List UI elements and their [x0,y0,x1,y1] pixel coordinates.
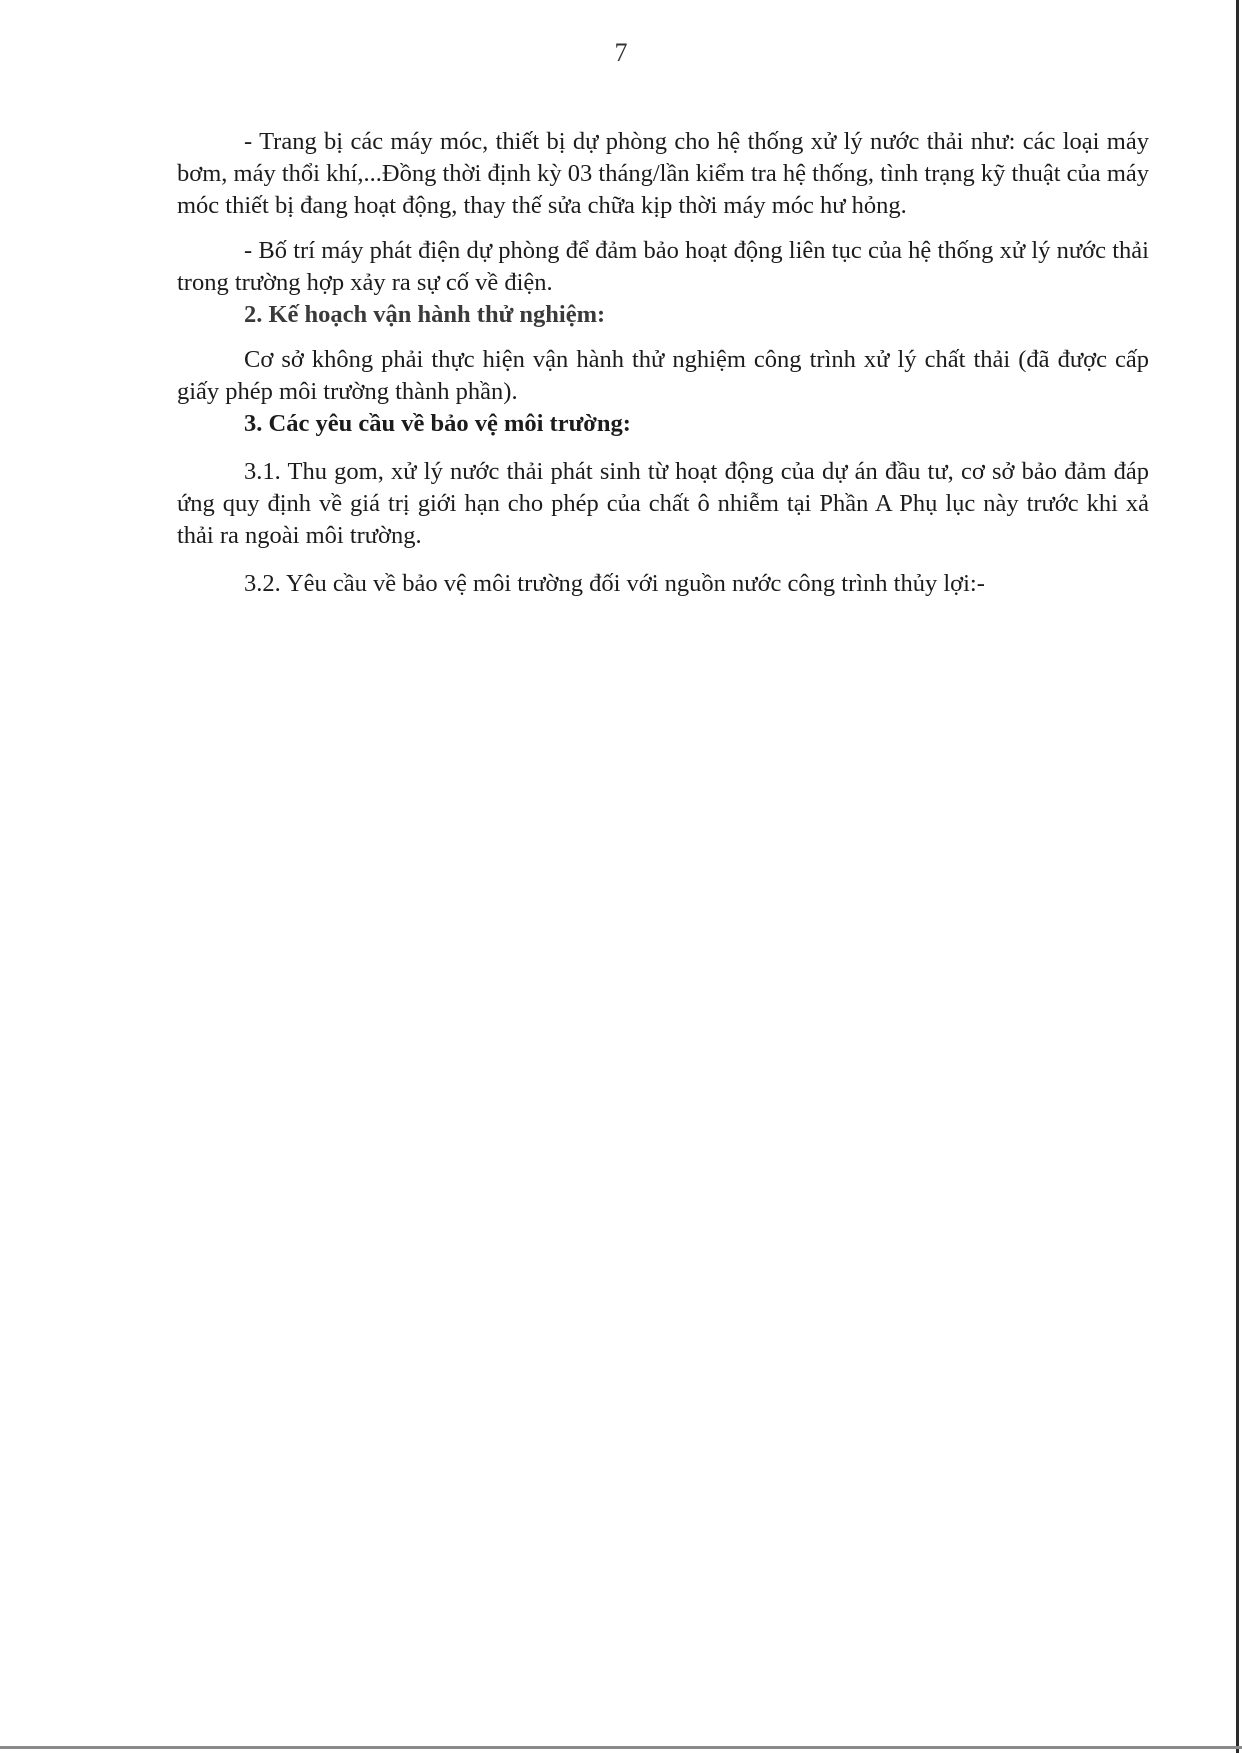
scan-bottom-edge-line [0,1746,1242,1749]
page-number: 7 [614,38,628,67]
heading-trial-operation: 2. Kế hoạch vận hành thử nghiệm: [244,301,606,328]
scan-right-edge-line [1236,0,1239,1753]
paragraph-backup-equipment: - Trang bị các máy móc, thiết bị dự phòng cho hệ thống xử lý nước thải như: các loại máy bơm, máy thổi khí,...Đồng thời định kỳ 03 tháng/lần kiểm tra hệ thống, tình trạng kỹ thuật của máy móc thiết bị đang hoạt động, thay thế sửa chữa kịp thời máy móc hư hỏng. [177,128,1149,219]
paragraph-irrigation-water-protection: 3.2. Yêu cầu về bảo vệ môi trường đối với nguồn nước công trình thủy lợi:- [244,570,985,597]
paragraph-trial-operation: Cơ sở không phải thực hiện vận hành thử nghiệm công trình xử lý chất thải (đã được cấp giấy phép môi trường thành phần). [177,346,1149,405]
paragraph-backup-generator: - Bố trí máy phát điện dự phòng để đảm bảo hoạt động liên tục của hệ thống xử lý nước thải trong trường hợp xảy ra sự cố về điện. [177,237,1149,296]
paragraph-wastewater-collection: 3.1. Thu gom, xử lý nước thải phát sinh từ hoạt động của dự án đầu tư, cơ sở bảo đảm đáp ứng quy định về giá trị giới hạn cho phép của chất ô nhiễm tại Phần A Phụ lục này trước khi xả thải ra ngoài môi trường. [177,458,1149,549]
heading-environmental-requirements: 3. Các yêu cầu về bảo vệ môi trường: [244,410,631,437]
document-body [177,126,1149,600]
